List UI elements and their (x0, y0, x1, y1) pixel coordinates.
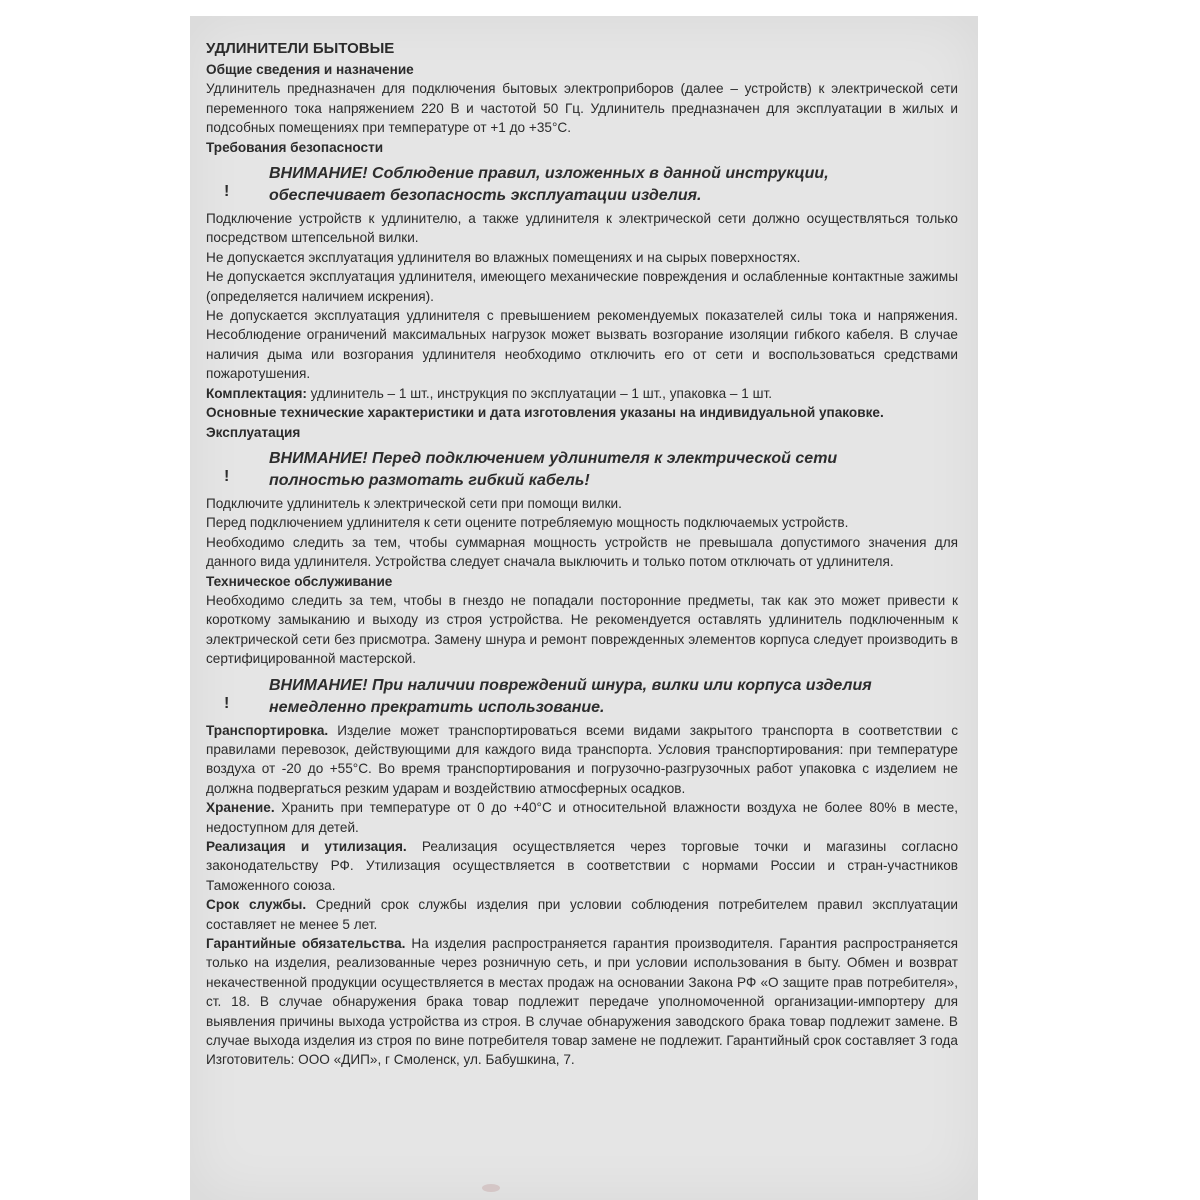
warning-line: полностью размотать гибкий кабель! (269, 471, 590, 489)
document-title: УДЛИНИТЕЛИ БЫТОВЫЕ (206, 40, 395, 57)
transport-text: Изделие может транспортироваться всеми видами закрытого транспорта в соответствии с правилами перевозок, действующими для каждого вида транспорта. Условия транспортирования: при температуре воздуха от -20 до +55°С. Во время транспортирования и погрузочно-разгрузочных работ упаковка с изделием не должна подвергаться резким ударам и воздействию атмосферных осадков. (206, 722, 958, 796)
maintenance-heading: Техническое обслуживание (206, 573, 393, 589)
warranty-text: На изделия распространяется гарантия производителя. Гарантия распространяется только на изделия, реализованные через розничную сеть, и при условии использования в быту. Обмен и возврат некачественной продукции осуществляется в местах продаж на основании Закона РФ «О защите прав потребителя», ст. 18. В случае обнаружения брака товар подлежит передаче уполномоченной организации-импортеру для выявления причины выхода устройства из строя. В случае обнаружения заводского брака товар подлежит замене. В случае выхода изделия из строя по вине потребителя товар замене не подлежит. Гарантийный срок составляет 3 года (206, 936, 958, 1049)
transport-paragraph (206, 721, 958, 799)
service-life-lead: Срок службы. (206, 897, 307, 913)
exclamation-icon: ! (224, 467, 230, 485)
storage-text: Хранить при температуре от 0 до +40°С и относительной влажности воздуха не более 80% в месте, недоступном для детей. (206, 800, 958, 835)
maintenance-warning (206, 675, 958, 719)
safety-paragraph: Не допускается эксплуатация удлинителя во влажных помещениях и на сырых поверхностях. (206, 249, 801, 265)
safety-paragraph: Подключение устройств к удлинителю, а также удлинителя к электрической сети должно осуществляться только посредством штепсельной вилки. (206, 211, 958, 246)
manufacturer-line: Изготовитель: ООО «ДИП», г Смоленск, ул. Бабушкина, 7. (206, 1052, 575, 1068)
exclamation-icon: ! (224, 694, 230, 712)
warranty-lead: Гарантийные обязательства. (206, 936, 406, 952)
operation-paragraph: Необходимо следить за тем, чтобы суммарная мощность устройств не превышала допустимого значения для данного вида удлинителя. Устройства следует сначала выключить и только потом отключать от удлинителя. (206, 534, 958, 570)
safety-warning (206, 163, 958, 207)
service-life-paragraph (206, 895, 958, 934)
safety-paragraph: Не допускается эксплуатация удлинителя с превышением рекомендуемых показателей силы тока и напряжения. Несоблюдение ограничений максимальных нагрузок может вызвать возгорание изоляции гибкого кабеля. В случае наличия дыма или возгорания удлинителя необходимо отключить его от сети и воспользоваться средствами пожаротушения. (206, 308, 958, 382)
operation-heading: Эксплуатация (206, 424, 301, 440)
warranty-paragraph (206, 934, 958, 1050)
warning-line: обеспечивает безопасность эксплуатации изделия. (269, 187, 702, 205)
warning-line: ВНИМАНИЕ! При наличии повреждений шнура, вилки или корпуса изделия (269, 676, 872, 694)
warning-line: ВНИМАНИЕ! Перед подключением удлинителя к электрической сети (269, 449, 838, 467)
exclamation-icon: ! (224, 183, 230, 201)
general-heading: Общие сведения и назначение (206, 62, 414, 77)
kit-lead: Комплектация: (206, 385, 307, 401)
transport-lead: Транспортировка. (206, 722, 329, 738)
storage-lead: Хранение. (206, 800, 275, 816)
warning-line: ВНИМАНИЕ! Соблюдение правил, изложенных в данной инструкции, (269, 165, 829, 183)
safety-heading: Требования безопасности (206, 139, 384, 155)
safety-paragraph: Не допускается эксплуатация удлинителя, имеющего механические повреждения и ослабленные контактные зажимы (определяется наличием искрения). (206, 269, 958, 304)
instruction-sheet (190, 16, 978, 1200)
general-paragraph: Удлинитель предназначен для подключения бытовых электроприборов (далее – устройств) к электрической сети переменного тока напряжением 220 В и частотой 50 Гц. Удлинитель предназначен для эксплуатации в жилых и подсобных помещениях при температуре от +1 до +35°С. (206, 81, 958, 136)
paper-stain (482, 1184, 500, 1192)
maintenance-paragraph: Необходимо следить за тем, чтобы в гнездо не попадали посторонние предметы, так как это может привести к короткому замыканию и выходу из строя устройства. Не рекомендуется оставлять удлинитель подключенным к электрической сети без присмотра. Замену шнура и ремонт поврежденных элементов корпуса следует производить в сертифицированной мастерской. (206, 592, 958, 667)
specs-note: Основные технические характеристики и дата изготовления указаны на индивидуальной упаковке. (206, 405, 884, 421)
disposal-text: Реализация осуществляется через торговые точки и магазины согласно законодательству РФ. Утилизация осуществляется в соответствии с нормами России и стран-участников Таможенного союза. (206, 839, 958, 893)
document-body (206, 38, 958, 1070)
service-life-text: Средний срок службы изделия при условии соблюдения потребителем правил эксплуатации составляет не менее 5 лет. (206, 897, 959, 932)
operation-paragraph: Перед подключением удлинителя к сети оцените потребляемую мощность подключаемых устройств. (206, 515, 849, 531)
kit-paragraph (206, 384, 958, 403)
disposal-paragraph (206, 837, 958, 895)
disposal-lead: Реализация и утилизация. (206, 839, 407, 854)
operation-paragraph: Подключите удлинитель к электрической сети при помощи вилки. (206, 495, 622, 511)
warning-line: немедленно прекратить использование. (269, 698, 605, 716)
operation-warning (206, 448, 958, 492)
storage-paragraph (206, 798, 958, 837)
kit-text: удлинитель – 1 шт., инструкция по эксплуатации – 1 шт., упаковка – 1 шт. (306, 385, 772, 401)
